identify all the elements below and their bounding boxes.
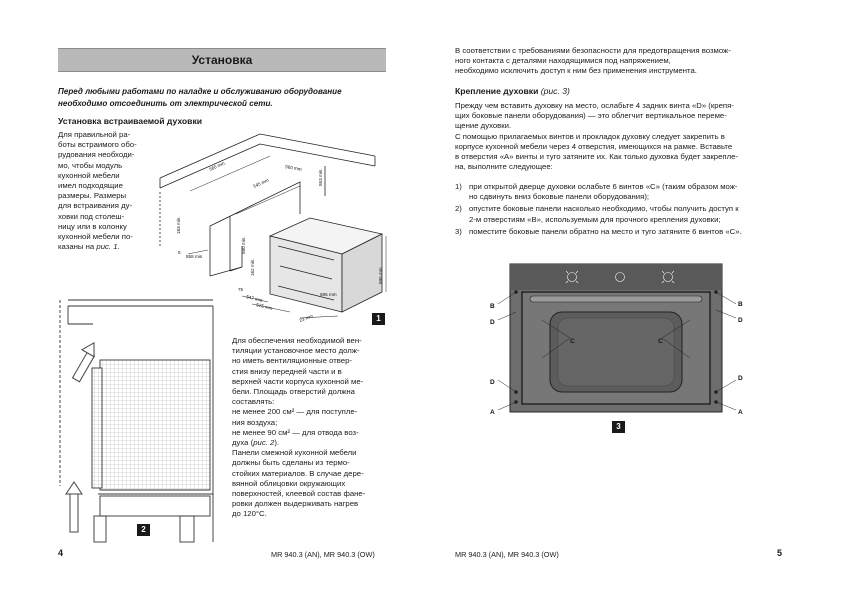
label-c-left: C xyxy=(570,338,575,345)
mount-fig-ref: (рис. 3) xyxy=(540,86,570,96)
vent-line: стия внизу передней части и в xyxy=(232,366,342,376)
panels-line: поверхностей, клеевой состав фане- xyxy=(232,489,366,499)
install-line: ховки под столеш- xyxy=(58,211,125,221)
dim-525: 525 mm xyxy=(255,302,274,311)
step-number: 2) xyxy=(455,204,462,214)
panels-line: вянной облицовки окружающих xyxy=(232,478,346,488)
dim-560b: 560 mm xyxy=(284,164,303,172)
dim-553: 553 min. xyxy=(318,168,323,186)
label-d-left-top: D xyxy=(490,319,495,326)
panels-line: Панели смежной кухонной мебели xyxy=(232,448,357,458)
install-line: кухонной мебели по- xyxy=(58,232,133,242)
label-a-left: A xyxy=(490,409,495,416)
safety-warning: Перед любыми работами по наладке и обслуживанию оборудование необходимо отсоединить от электрической сети. xyxy=(58,87,342,108)
label-d-right-bottom: D xyxy=(738,375,743,382)
label-c-right: C xyxy=(658,338,663,345)
vent-line: но иметь вентиляционные отвер- xyxy=(232,356,353,366)
safety-intro xyxy=(455,46,795,77)
vent-line: не менее 200 см² — для поступле- xyxy=(232,407,358,417)
mount-line: Прежду чем вставить духовку на место, ослабьте 4 задних винта «D» (крепя- xyxy=(455,101,734,110)
fig-reference: рис. 1 xyxy=(96,242,118,252)
dim-595-height: 595 mm xyxy=(378,267,383,284)
mount-title-text: Крепление духовки xyxy=(455,86,539,96)
dim-183: 183 min. xyxy=(176,216,181,234)
install-line: Для правильной ра- xyxy=(58,130,131,139)
step-item xyxy=(455,227,795,237)
mount-title xyxy=(455,86,570,96)
install-line: рудования необходи- xyxy=(58,150,135,160)
mount-line: в отверстия «А» винты и туго затяните их. Как только духовка будет закрепле- xyxy=(455,152,739,162)
dim-545: 545 mm xyxy=(252,177,270,189)
label-b-left: B xyxy=(490,303,495,310)
intro-line: необходимо исключить доступ к ним без применения инструмента. xyxy=(455,66,697,76)
step-number: 3) xyxy=(455,226,462,236)
fig-reference-end: . xyxy=(117,242,120,252)
label-a-right: A xyxy=(738,409,743,416)
step-line: поместите боковые панели обратно на место и туго затяните 6 винтов «C». xyxy=(469,226,742,236)
vent-line: духа ( xyxy=(232,438,254,448)
figure-1-label: 1 xyxy=(372,313,385,325)
dim-5: 5 xyxy=(178,250,181,255)
vent-line: бели. Площадь отверстий должна xyxy=(232,387,355,397)
vent-line: тиляции установочное место долж- xyxy=(232,346,360,356)
install-line: размеры. Размеры xyxy=(58,191,127,201)
vent-line: ния воздуха; xyxy=(232,417,278,427)
figure-3-label: 3 xyxy=(612,421,625,433)
dim-162: 162 min. xyxy=(250,258,255,276)
install-line: казаны на xyxy=(58,242,97,252)
install-line: мо, чтобы модуль xyxy=(58,160,123,170)
mount-line: С помощью прилагаемых винтов и прокладок духовку следует закрепить в xyxy=(455,131,725,141)
install-line: боты встраимого обо- xyxy=(58,140,137,150)
mount-line: корпусе кухонной мебели через 4 отверстия, имеющихся на рамке. Вставьте xyxy=(455,141,733,151)
fig-reference: рис. 2 xyxy=(253,438,275,448)
vent-line: составлять: xyxy=(232,397,275,407)
install-line: кухонной мебели xyxy=(58,170,120,180)
step-number: 1) xyxy=(455,182,462,191)
step-item xyxy=(455,182,795,202)
door-handle xyxy=(530,296,702,302)
dim-595-width: 595 mm xyxy=(320,292,337,297)
subsection-title: Установка встраиваемой духовки xyxy=(58,116,203,126)
panels-line: до 120°С. xyxy=(232,509,267,519)
figure-2-ventilation-drawing xyxy=(58,296,220,546)
page-number-right: 5 xyxy=(777,548,783,558)
figure-3-oven-front xyxy=(486,262,756,430)
dim-547: 547 mm xyxy=(245,294,264,303)
step-item xyxy=(455,204,795,224)
intro-line: В соответствии с требованиями безопасности для предотвращения возмож- xyxy=(455,46,731,55)
mount-paragraph xyxy=(455,101,795,172)
figure-2-label: 2 xyxy=(137,524,150,536)
mount-line: щение духовки. xyxy=(455,121,512,131)
vent-line: не менее 90 см² — для отвода воз- xyxy=(232,427,359,437)
label-b-right: B xyxy=(738,301,743,308)
panels-line: стойких материалов. В случае дере- xyxy=(232,468,364,478)
install-line: имел подходящие xyxy=(58,181,123,191)
dim-580: 580 min. xyxy=(241,236,246,254)
dim-75: 75 xyxy=(238,287,244,292)
footer-model-right: MR 940.3 (AN), MR 940.3 (OW) xyxy=(455,550,559,559)
dim-560: 560 min. xyxy=(208,160,227,172)
mount-steps xyxy=(455,182,795,239)
label-d-left-bottom: D xyxy=(490,379,495,386)
mount-line: щих боковые панели оборудования) — это облегчит вертикальное переме- xyxy=(455,111,727,121)
vent-line: верхней части корпуса кухонной ме- xyxy=(232,376,364,386)
ventilation-paragraph xyxy=(232,336,388,520)
panels-line: ровки должен выдерживать нагрев xyxy=(232,499,359,509)
install-line-last xyxy=(58,242,150,252)
footer-model-left: MR 940.3 (AN), MR 940.3 (OW) xyxy=(271,550,375,559)
install-line: ницу или в колонку xyxy=(58,221,127,231)
label-d-right-top: D xyxy=(738,317,743,324)
dim-23: 23 mm xyxy=(298,313,314,323)
vent-line: Для обеспечения необходимой вен- xyxy=(232,336,362,345)
mount-line: на, выполните следующее: xyxy=(455,162,553,172)
vent-line-last xyxy=(232,438,388,448)
step-line: но сдвинуть вниз боковые панели оборудования); xyxy=(469,192,650,202)
step-line: опустите боковые панели насколько необходимо, чтобы получить доступ к xyxy=(469,204,739,214)
fig-reference-end: ). xyxy=(274,438,280,448)
step-line: при открытой дверце духовки ослабьте 6 винтов «C» (таким образом мож- xyxy=(469,182,738,191)
page-number-left: 4 xyxy=(58,548,64,558)
install-line: для встраивания ду- xyxy=(58,201,133,211)
step-line: 2-м отверстиям «B», используемым для прочного крепления духовки; xyxy=(469,214,721,224)
dim-558: 558 min xyxy=(186,254,203,259)
section-title: Установка xyxy=(58,48,386,72)
install-paragraph xyxy=(58,130,150,252)
intro-line: ного контакта с деталями находящимися под напряжением, xyxy=(455,56,671,66)
panels-line: должны быть сделаны из термо- xyxy=(232,458,350,468)
